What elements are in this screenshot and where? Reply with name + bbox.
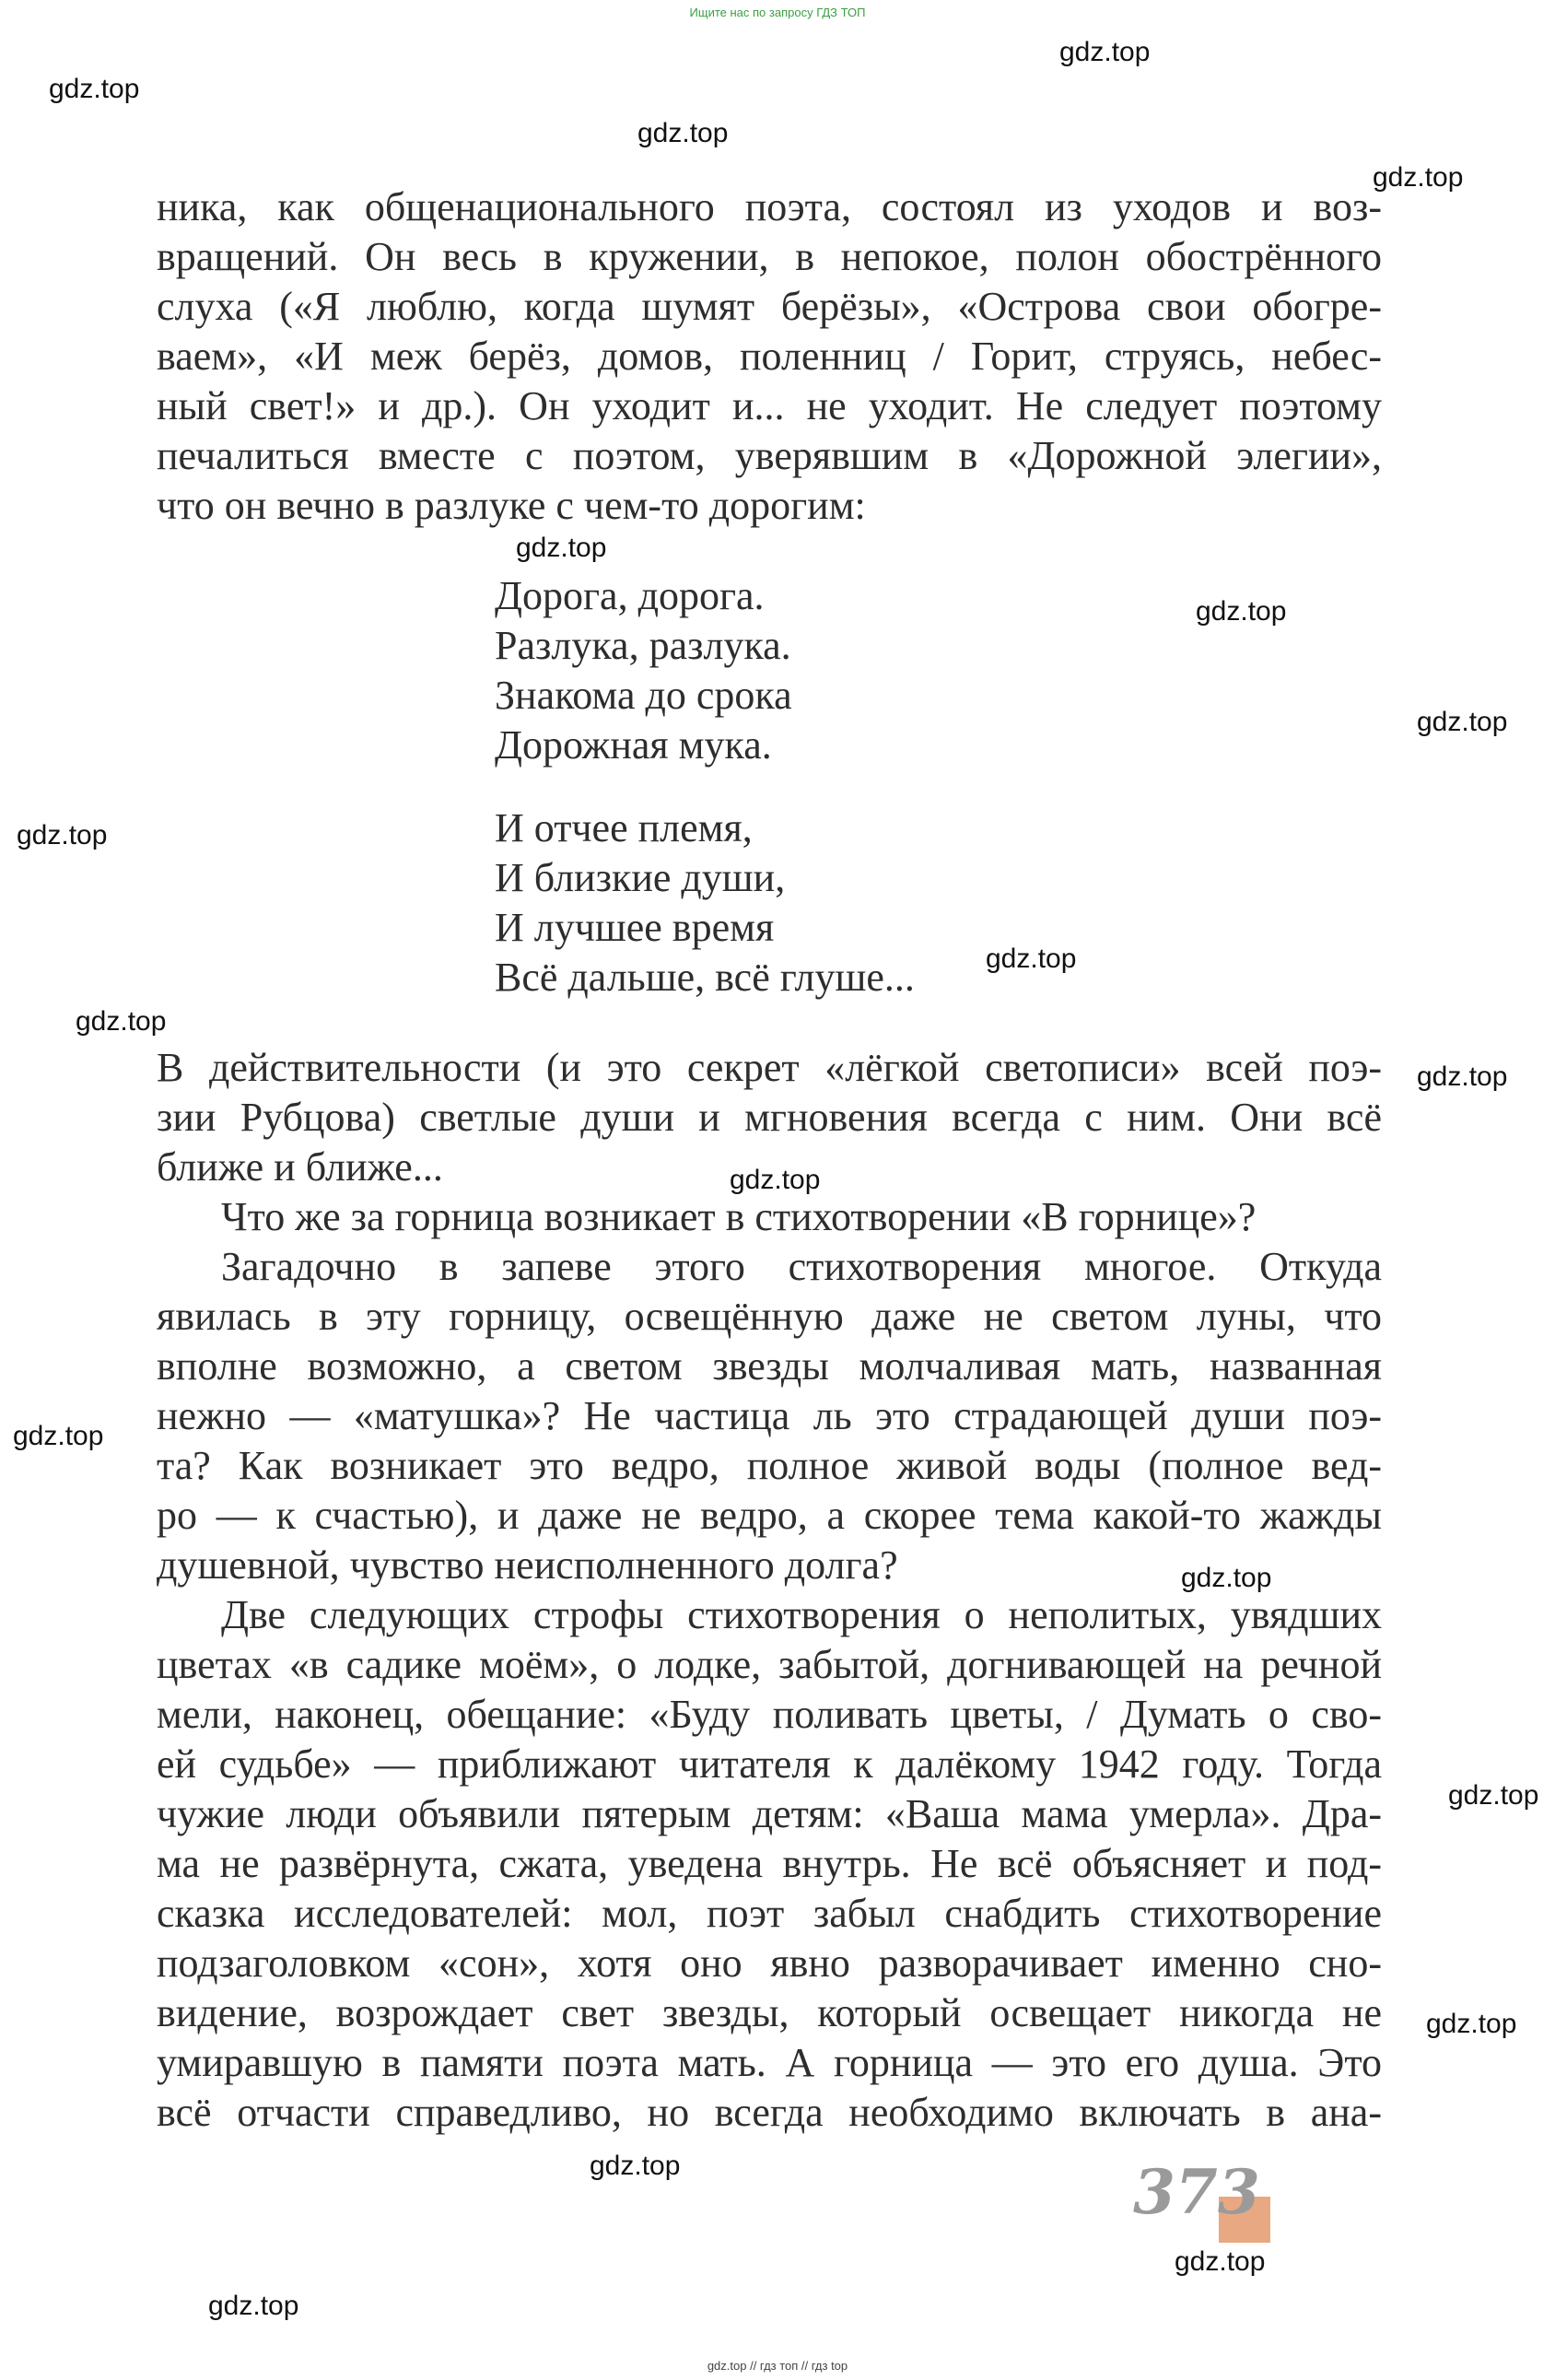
text-line: Что же за горница возникает в стихотворении «В горнице»? (221, 1194, 1257, 1239)
text-line: цветах «в садике моём», о лодке, забытой, догнивающей на речной (157, 1642, 1382, 1687)
text-line: зии Рубцова) светлые души и мгновения всегда с ним. Они всё (157, 1095, 1382, 1140)
poem-line: Разлука, разлука. (495, 623, 791, 668)
text-line: чужие люди объявили пятерым детям: «Ваша мама умерла». Дра- (157, 1791, 1382, 1836)
text-line: ника, как общенационального поэта, состоял из уходов и воз- (157, 184, 1382, 229)
text-line: мели, наконец, обещание: «Буду поливать цветы, / Думать о сво- (157, 1692, 1382, 1737)
poem-line: Дорога, дорога. (495, 573, 765, 618)
text-line: ный свет!» и др.). Он уходит и... не уходит. Не следует поэтому (157, 383, 1382, 428)
watermark: gdz.top (13, 1421, 104, 1451)
text-line: ваем», «И меж берёз, домов, поленниц / Горит, струясь, небес- (157, 334, 1382, 379)
poem-line: И лучшее время (495, 905, 775, 950)
watermark: gdz.top (1448, 1780, 1539, 1811)
poem-line: Знакома до срока (495, 673, 792, 718)
watermark: gdz.top (1181, 1563, 1272, 1593)
watermark: gdz.top (590, 2151, 681, 2181)
text-line: что он вечно в разлуке с чем-то дорогим: (157, 483, 866, 528)
text-line: та? Как возникает это ведро, полное живой воды (полное вед- (157, 1443, 1382, 1488)
watermark: gdz.top (730, 1165, 821, 1195)
text-line: нежно — «матушка»? Не частица ль это страдающей души поэ- (157, 1393, 1382, 1438)
watermark: gdz.top (1175, 2246, 1266, 2277)
text-line: видение, возрождает свет звезды, который освещает никогда не (157, 1990, 1382, 2035)
text-line: слуха («Я люблю, когда шумят берёзы», «Острова свои обогре- (157, 284, 1382, 329)
poem-line: Дорожная мука. (495, 722, 772, 768)
watermark: gdz.top (986, 944, 1077, 974)
watermark: gdz.top (637, 118, 729, 148)
watermark: gdz.top (17, 820, 108, 850)
watermark: gdz.top (1417, 707, 1508, 737)
poem-line: И близкие души, (495, 855, 786, 900)
bottom-banner: gdz.top // гдз топ // гдз top (707, 2359, 848, 2373)
watermark: gdz.top (1059, 37, 1151, 67)
text-line: сказка исследователей: мол, поэт забыл снабдить стихотворение (157, 1891, 1382, 1936)
watermark: gdz.top (208, 2291, 299, 2321)
watermark: gdz.top (1373, 162, 1464, 193)
text-line: вращений. Он весь в кружении, в непокое, полон обострённого (157, 234, 1382, 279)
watermark: gdz.top (1426, 2009, 1517, 2039)
text-line: ближе и ближе... (157, 1144, 443, 1190)
text-line: душевной, чувство неисполненного долга? (157, 1542, 898, 1588)
text-line: подзаголовком «сон», хотя оно явно разворачивает именно сно- (157, 1940, 1382, 1986)
text-line: Две следующих строфы стихотворения о неполитых, увядших (221, 1592, 1382, 1637)
text-line: ро — к счастью), и даже не ведро, а скорее тема какой-то жажды (157, 1493, 1382, 1538)
watermark: gdz.top (76, 1006, 167, 1037)
page-number: 373 (1133, 2156, 1260, 2228)
watermark: gdz.top (49, 74, 140, 104)
watermark: gdz.top (516, 533, 607, 563)
text-line: ма не развёрнута, сжата, уведена внутрь. Не всё объясняет и под- (157, 1841, 1382, 1886)
text-line: умиравшую в памяти поэта мать. А горница — это его душа. Это (157, 2040, 1382, 2085)
text-line: вполне возможно, а светом звезды молчаливая мать, названная (157, 1343, 1382, 1389)
watermark: gdz.top (1417, 1061, 1508, 1092)
poem-line: И отчее племя, (495, 805, 753, 850)
text-line: Загадочно в запеве этого стихотворения многое. Откуда (221, 1244, 1382, 1289)
top-banner: Ищите нас по запросу ГДЗ ТОП (689, 6, 866, 19)
watermark: gdz.top (1196, 596, 1287, 627)
text-line: печалиться вместе с поэтом, уверявшим в «Дорожной элегии», (157, 433, 1382, 478)
text-line: явилась в эту горницу, освещённую даже не светом луны, что (157, 1294, 1382, 1339)
text-line: В действительности (и это секрет «лёгкой светописи» всей поэ- (157, 1045, 1382, 1090)
poem-line: Всё дальше, всё глуше... (495, 955, 915, 1000)
text-line: всё отчасти справедливо, но всегда необходимо включать в ана- (157, 2090, 1382, 2135)
text-line: ей судьбе» — приближают читателя к далёкому 1942 году. Тогда (157, 1741, 1382, 1787)
